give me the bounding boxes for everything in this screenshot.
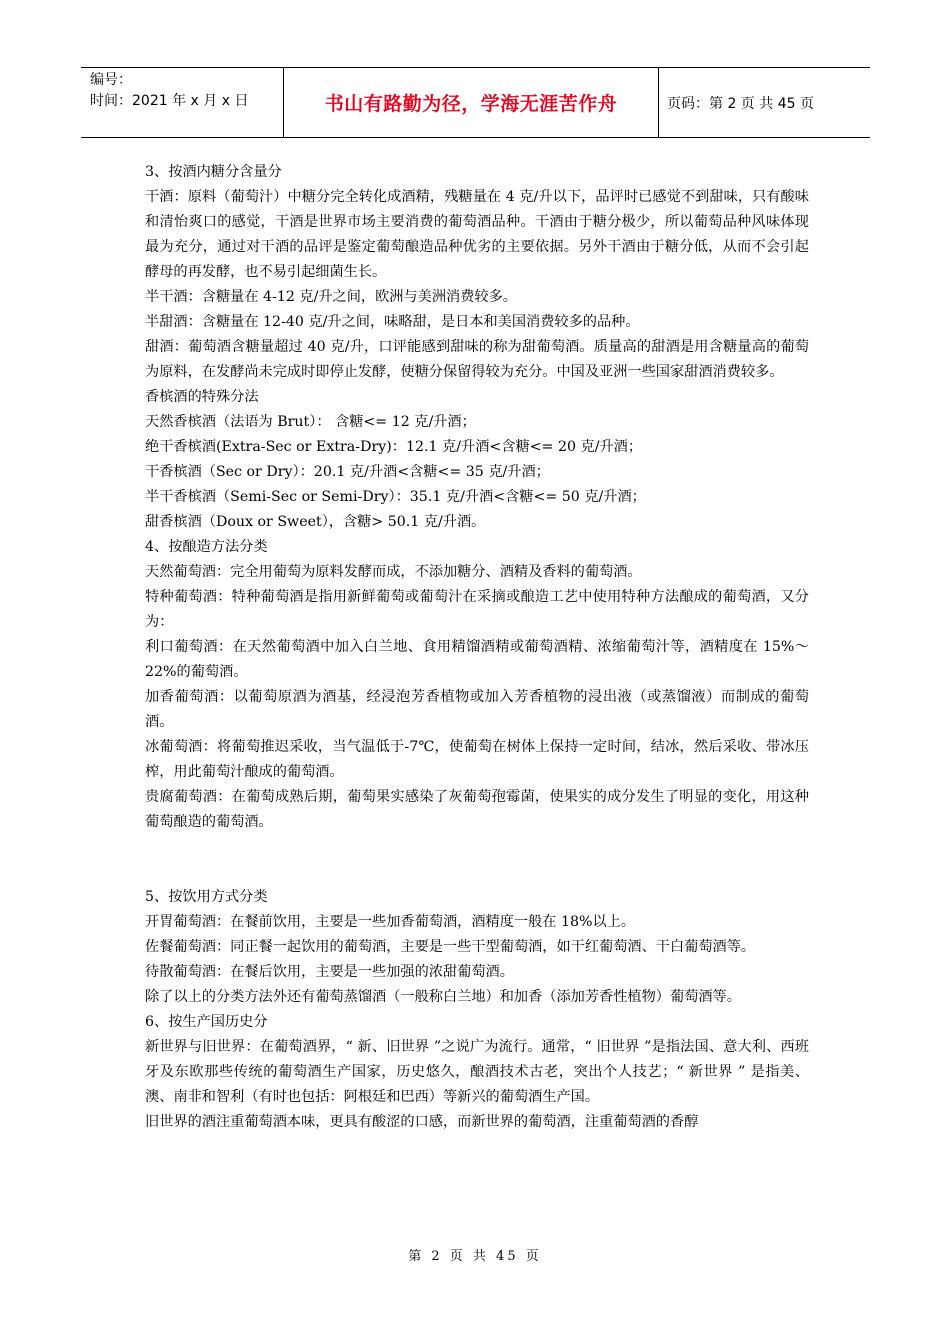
paragraph: 冰葡萄酒：将葡萄推迟采收，当气温低于-7℃，使葡萄在树体上保持一定时间，结冰，然后采收、带冰压榨，用此葡萄汁酿成的葡萄酒。 xyxy=(145,739,809,780)
paragraph: 特种葡萄酒：特种葡萄酒是指用新鲜葡萄或葡萄汁在采摘或酿造工艺中使用特种方法酿成的葡萄酒，又分为： xyxy=(145,589,809,630)
time-label: 时间：2021 年 x 月 x 日 xyxy=(90,93,249,109)
paragraph: 半干香槟酒（Semi-Sec or Semi-Dry）：35.1 克/升酒<含糖<= 50 克/升酒； xyxy=(145,489,646,505)
paragraph: 佐餐葡萄酒：同正餐一起饮用的葡萄酒，主要是一些干型葡萄酒，如干红葡萄酒、干白葡萄酒等。 xyxy=(145,939,756,955)
paragraph: 加香葡萄酒：以葡萄原酒为酒基，经浸泡芳香植物或加入芳香植物的浸出液（或蒸馏液）而制成的葡萄酒。 xyxy=(145,689,809,730)
paragraph: 利口葡萄酒：在天然葡萄酒中加入白兰地、食用精馏酒精或葡萄酒精、浓缩葡萄汁等，酒精度在 15%～22%的葡萄酒。 xyxy=(145,639,809,680)
paragraph: 甜香槟酒（Doux or Sweet），含糖> 50.1 克/升酒。 xyxy=(145,514,486,530)
paragraph: 5、按饮用方式分类 xyxy=(145,889,268,905)
paragraph: 绝干香槟酒(Extra-Sec or Extra-Dry)：12.1 克/升酒<含糖<= 20 克/升酒； xyxy=(145,439,643,455)
motto: 书山有路勤为径，学海无涯苦作舟 xyxy=(324,93,618,115)
header-meta xyxy=(81,68,284,137)
page-header xyxy=(81,67,870,138)
paragraph: 半甜酒：含糖量在 12-40 克/升之间，味略甜，是日本和美国消费较多的品种。 xyxy=(145,314,640,330)
paragraph: 天然香槟酒（法语为 Brut）： 含糖<= 12 克/升酒； xyxy=(145,414,476,430)
paragraph: 贵腐葡萄酒：在葡萄成熟后期，葡萄果实感染了灰葡萄孢霉菌，使果实的成分发生了明显的变化，用这种葡萄酿造的葡萄酒。 xyxy=(145,789,809,830)
paragraph: 开胃葡萄酒：在餐前饮用，主要是一些加香葡萄酒，酒精度一般在 18%以上。 xyxy=(145,914,636,930)
paragraph: 除了以上的分类方法外还有葡萄蒸馏酒（一般称白兰地）和加香（添加芳香性植物）葡萄酒等。 xyxy=(145,989,741,1005)
section-part-a xyxy=(145,160,809,835)
page-footer xyxy=(0,1245,950,1264)
header-motto-cell xyxy=(284,68,659,137)
paragraph: 干香槟酒（Sec or Dry）：20.1 克/升酒<含糖<= 35 克/升酒； xyxy=(145,464,550,480)
paragraph: 3、按酒内糖分含量分 xyxy=(145,164,282,180)
paragraph: 4、按酿造方法分类 xyxy=(145,539,268,555)
footer-page-number: 第 2 页 共 45 页 xyxy=(408,1249,542,1264)
paragraph: 干酒：原料（葡萄汁）中糖分完全转化成酒精，残糖量在 4 克/升以下，品评时已感觉不到甜味，只有酸味和清怡爽口的感觉，干酒是世界市场主要消费的葡萄酒品种。干酒由于糖分极少，所以葡萄品种风味体现最为充分，通过对干酒的品评是鉴定葡萄酿造品种优劣的主要依据。另外干酒由于糖分低，从而不会引起酵母的再发酵，也不易引起细菌生长。 xyxy=(145,189,809,280)
paragraph: 天然葡萄酒：完全用葡萄为原料发酵而成，不添加糖分、酒精及香料的葡萄酒。 xyxy=(145,564,642,580)
blank-gap xyxy=(145,835,809,885)
number-label: 编号： xyxy=(90,72,132,88)
paragraph: 旧世界的酒注重葡萄酒本味，更具有酸涩的口感，而新世界的葡萄酒，注重葡萄酒的香醇 xyxy=(145,1114,699,1130)
paragraph: 香槟酒的特殊分法 xyxy=(145,389,259,405)
header-page-info: 页码：第 2 页 共 45 页 xyxy=(667,95,814,112)
document-body xyxy=(145,160,809,1135)
paragraph: 6、按生产国历史分 xyxy=(145,1014,268,1030)
section-part-b xyxy=(145,885,809,1135)
paragraph: 半干酒：含糖量在 4-12 克/升之间，欧洲与美洲消费较多。 xyxy=(145,289,517,305)
paragraph: 待散葡萄酒：在餐后饮用，主要是一些加强的浓甜葡萄酒。 xyxy=(145,964,514,980)
paragraph: 新世界与旧世界：在葡萄酒界，“ 新、旧世界 ”之说广为流行。通常，“ 旧世界 ”是指法国、意大利、西班牙及东欧那些传统的葡萄酒生产国家，历史悠久，酿酒技术古老，突出个人技艺；“ 新世界 ” 是指美、澳、南非和智利（有时也包括：阿根廷和巴西）等新兴的葡萄酒生产国。 xyxy=(145,1039,809,1105)
paragraph: 甜酒：葡萄酒含糖量超过 40 克/升，口评能感到甜味的称为甜葡萄酒。质量高的甜酒是用含糖量高的葡萄为原料，在发酵尚未完成时即停止发酵，使糖分保留得较为充分。中国及亚洲一些国家甜酒消费较多。 xyxy=(145,339,809,380)
